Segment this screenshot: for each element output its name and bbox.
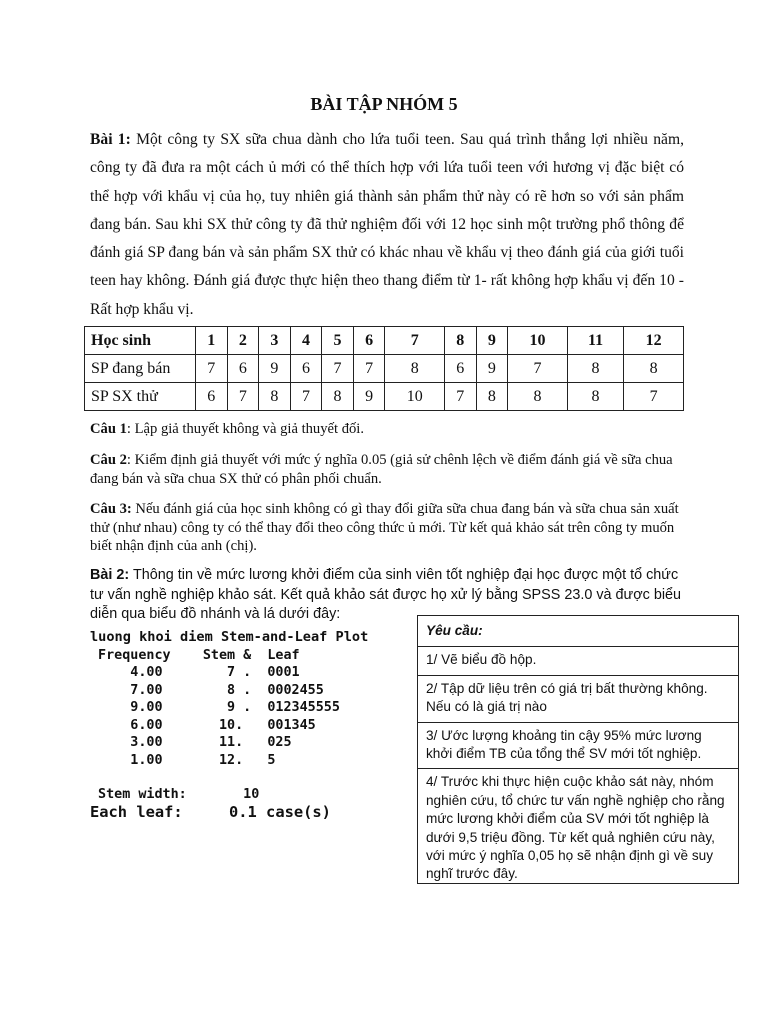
table-cell: 7 xyxy=(290,383,322,411)
table-header-cell: 6 xyxy=(353,327,385,355)
question-3-text: Nếu đánh giá của học sinh không có gì thay đổi giữa sữa chua đang bán và sữa chua sản xuất thử (như nhau) công ty có thể thay đổi theo công thức ủ mới. Từ kết quả khảo sát trên công ty muốn biết nhận định của anh (chị). xyxy=(90,501,679,554)
table-header-cell: 8 xyxy=(445,327,477,355)
question-3 xyxy=(90,500,684,556)
page-title: BÀI TẬP NHÓM 5 xyxy=(310,94,458,114)
stem-width-line: Stem width: 10 xyxy=(90,787,260,802)
requirements-heading: Yêu cầu: xyxy=(426,623,483,638)
requirements-box xyxy=(417,615,739,884)
table-row xyxy=(85,383,684,411)
each-leaf-line: Each leaf: 0.1 case(s) xyxy=(90,802,331,821)
table-header-cell: 3 xyxy=(259,327,291,355)
table-header-row xyxy=(85,327,684,355)
table-header-cell: 10 xyxy=(508,327,568,355)
requirement-item: 2/ Tập dữ liệu trên có giá trị bất thường không. Nếu có là giá trị nào xyxy=(418,675,738,722)
table-row-label: SP SX thử xyxy=(85,383,196,411)
stem-leaf-column-headers: Frequency Stem & Leaf xyxy=(90,647,300,663)
stem-leaf-row: 9.00 9 . 012345555 xyxy=(90,700,340,715)
table-cell: 6 xyxy=(290,355,322,383)
table-cell: 9 xyxy=(259,355,291,383)
exercise-2-label: Bài 2: xyxy=(90,567,130,583)
question-1-label: Câu 1 xyxy=(90,421,127,437)
table-cell: 7 xyxy=(353,355,385,383)
table-cell: 6 xyxy=(445,355,477,383)
scores-table xyxy=(84,326,684,411)
table-header-cell: 9 xyxy=(476,327,508,355)
table-cell: 8 xyxy=(476,383,508,411)
stem-leaf-plot xyxy=(90,629,368,821)
table-cell: 9 xyxy=(476,355,508,383)
question-3-label: Câu 3: xyxy=(90,501,132,517)
table-row-label: SP đang bán xyxy=(85,355,196,383)
table-cell: 8 xyxy=(567,383,624,411)
exercise-1-label: Bài 1: xyxy=(90,131,131,148)
question-2 xyxy=(90,451,684,488)
table-cell: 8 xyxy=(508,383,568,411)
table-cell: 6 xyxy=(227,355,259,383)
requirement-item: 4/ Trước khi thực hiện cuộc khảo sát này, nhóm nghiên cứu, tổ chức tư vấn nghề nghiệp cho rằng mức lương khởi điểm của SV mới tốt nghiệp là dưới 9,5 triệu đồng. Từ kết quả nghiên cứu này, với mức ý nghĩa 0,05 họ sẽ nhận định gì về suy nghĩ trước đây. xyxy=(418,768,738,888)
table-cell: 7 xyxy=(445,383,477,411)
table-header-cell: 12 xyxy=(624,327,684,355)
table-header-cell: Học sinh xyxy=(85,327,196,355)
table-cell: 8 xyxy=(385,355,445,383)
table-header-cell: 2 xyxy=(227,327,259,355)
stem-leaf-row: 6.00 10. 001345 xyxy=(90,717,316,733)
stem-leaf-row: 4.00 7 . 0001 xyxy=(90,665,300,680)
table-header-cell: 7 xyxy=(385,327,445,355)
table-cell: 8 xyxy=(624,355,684,383)
table-cell: 9 xyxy=(353,383,385,411)
question-2-text: : Kiểm định giả thuyết với mức ý nghĩa 0.05 (giả sử chênh lệch về điểm đánh giá về sữa chua đang bán và sữa chua SX thử có phân phối chuẩn. xyxy=(90,452,673,487)
table-cell: 8 xyxy=(259,383,291,411)
table-header-cell: 4 xyxy=(290,327,322,355)
table-cell: 7 xyxy=(508,355,568,383)
requirement-item: 3/ Ước lượng khoảng tin cậy 95% mức lương khởi điểm TB của tổng thể SV mới tốt nghiệp. xyxy=(418,722,738,769)
requirement-item: 1/ Vẽ biểu đồ hộp. xyxy=(418,646,738,674)
table-cell: 7 xyxy=(624,383,684,411)
exercise-1-text: Một công ty SX sữa chua dành cho lứa tuổi teen. Sau quá trình thắng lợi nhiều năm, công ty đã đưa ra một cách ủ mới có thể thích hợp với lứa tuổi teen với hương vị đặc biệt có thể hợp với khẩu vị của họ, tuy nhiên giá thành sản phẩm thử này có rẽ hơn so với sản phẩm đang bán. Sau khi SX thử công ty đã thử nghiệm đối với 12 học sinh một trường phổ thông để đánh giá SP đang bán và sản phẩm SX thử có khác nhau về khẩu vị theo đánh giá của giới tuổi teen hay không. Đánh giá được thực hiện theo thang điểm từ 1- rất không hợp khẩu vị đến 10 - Rất hợp khẩu vị. xyxy=(90,131,684,318)
question-1-text: : Lập giả thuyết không và giả thuyết đối. xyxy=(126,421,365,437)
stem-leaf-title: luong khoi diem Stem-and-Leaf Plot xyxy=(90,629,369,645)
question-1 xyxy=(90,420,684,439)
exercise-1-paragraph xyxy=(90,126,684,324)
stem-leaf-row: 3.00 11. 025 xyxy=(90,735,292,750)
table-cell: 10 xyxy=(385,383,445,411)
table-header-cell: 11 xyxy=(567,327,624,355)
table-cell: 7 xyxy=(227,383,259,411)
exercise-2-text: Thông tin về mức lương khởi điểm của sinh viên tốt nghiệp đại học được một tổ chức tư vấn nghề nghiệp khảo sát. Kết quả khảo sát được họ xử lý bằng SPSS 23.0 và được biểu diễn qua biểu đồ nhánh và lá dưới đây: xyxy=(90,567,682,622)
table-row xyxy=(85,355,684,383)
table-cell: 8 xyxy=(322,383,354,411)
question-2-label: Câu 2 xyxy=(90,452,127,468)
stem-leaf-row: 1.00 12. 5 xyxy=(90,752,276,768)
stem-leaf-row: 7.00 8 . 0002455 xyxy=(90,682,324,698)
table-cell: 7 xyxy=(196,355,228,383)
table-cell: 8 xyxy=(567,355,624,383)
table-cell: 7 xyxy=(322,355,354,383)
table-cell: 6 xyxy=(196,383,228,411)
table-header-cell: 1 xyxy=(196,327,228,355)
table-header-cell: 5 xyxy=(322,327,354,355)
